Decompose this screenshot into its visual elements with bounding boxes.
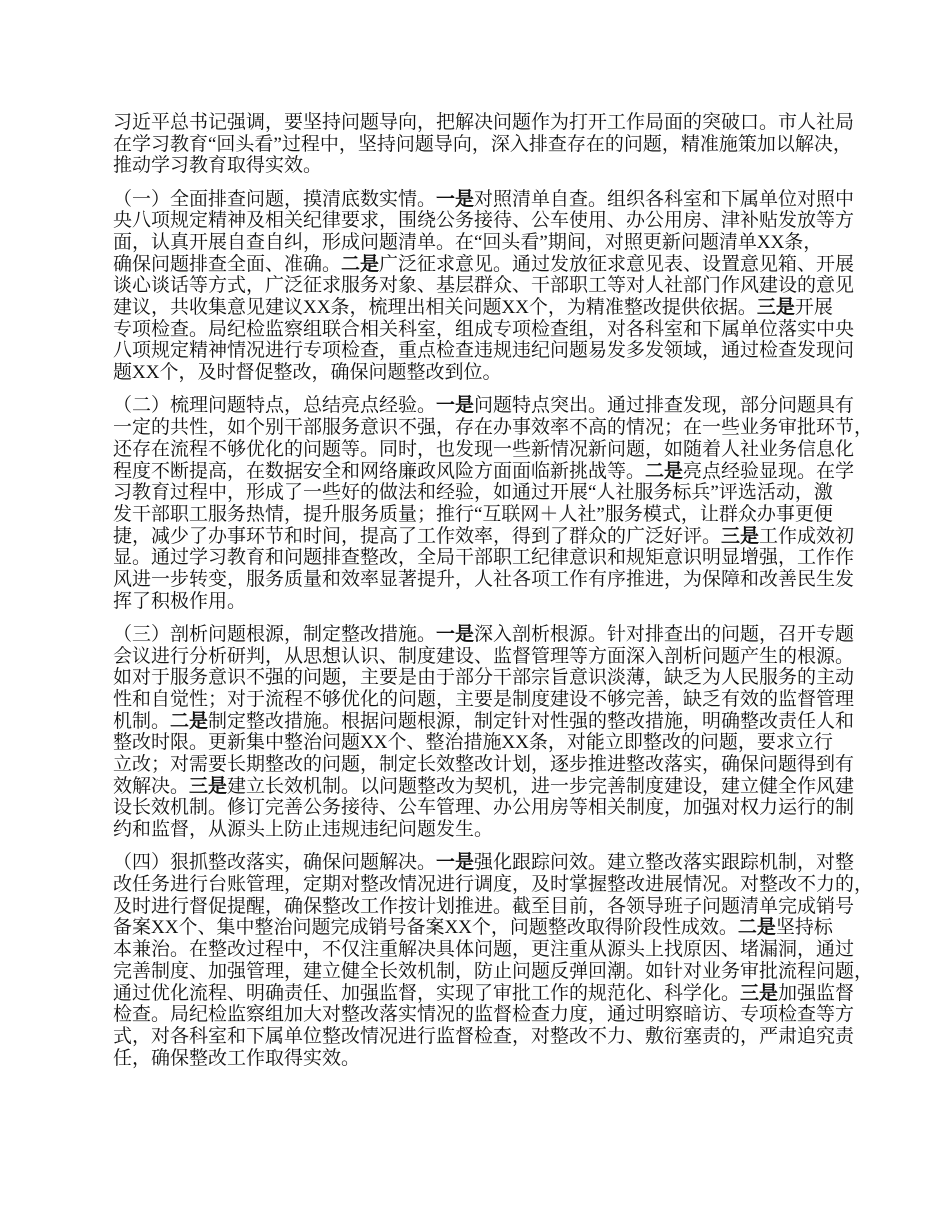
- text-segment: 任，确保整改工作取得实效。: [113, 1047, 361, 1069]
- text-line: [113, 667, 873, 689]
- text-line: [113, 732, 873, 754]
- text-line: [113, 319, 873, 341]
- text-line: [113, 504, 873, 526]
- text-line: [113, 624, 873, 646]
- bold-keyword: 二是: [645, 460, 684, 482]
- text-line: [113, 155, 873, 177]
- text-segment: 挥了积极作用。: [113, 590, 247, 612]
- text-segment: 亮点经验显现。在学: [683, 460, 855, 482]
- text-segment: 还存在流程不够优化的问题等。同时，也发现一些新情况新问题，如随着人社业务信息化: [113, 438, 855, 460]
- text-line: [113, 189, 873, 211]
- text-segment: 捷，减少了办事环节和时间，提高了工作效率，得到了群众的广泛好评。: [113, 525, 722, 547]
- text-segment: 工作成效初: [759, 525, 855, 547]
- text-segment: 约和监督，从源头上防止违规违纪问题发生。: [113, 819, 494, 841]
- bold-keyword: 三是: [740, 982, 779, 1004]
- bold-keyword: 三是: [189, 775, 228, 797]
- bold-keyword: 三是: [721, 525, 760, 547]
- text-segment: 制定整改措施。根据问题根源，制定针对性强的整改措施，明确整改责任人和: [208, 710, 855, 732]
- text-line: [113, 395, 873, 417]
- text-segment: 性和自觉性；对于流程不够优化的问题，主要是制度建设不够完善，缺乏有效的监督管理: [113, 688, 855, 710]
- text-segment: 确保问题排查全面、准确。: [113, 253, 342, 275]
- text-line: [113, 1004, 873, 1026]
- text-line: [113, 852, 873, 874]
- text-line: [113, 591, 873, 613]
- text-line: [113, 689, 873, 711]
- text-line: [113, 362, 873, 384]
- text-line: [113, 983, 873, 1005]
- text-segment: 通过优化流程、明确责任、加强监督，实现了审批工作的规范化、科学化。: [113, 982, 741, 1004]
- text-segment: 本兼治。在整改过程中，不仅注重解决具体问题，更注重从源头上找原因、堵漏洞，通过: [113, 939, 855, 961]
- text-line: [113, 461, 873, 483]
- text-line: [113, 340, 873, 362]
- text-line: [113, 254, 873, 276]
- text-segment: 建立长效机制。以问题整改为契机，进一步完善制度建设，建立健全作风建: [227, 775, 855, 797]
- text-segment: 一定的共性，如个别干部服务意识不强，存在办事效率不高的情况；在一些业务审批环节，: [113, 417, 874, 439]
- text-segment: 发干部职工服务热情，提升服务质量；推行“互联网＋人社”服务模式，让群众办事更便: [113, 503, 833, 525]
- text-segment: 专项检查。局纪检监察组联合相关科室，组成专项检查组，对各科室和下属单位落实中央: [113, 318, 855, 340]
- text-line: [113, 210, 873, 232]
- bold-keyword: 三是: [756, 297, 795, 319]
- text-segment: 加强监督: [778, 982, 855, 1004]
- text-line: [113, 482, 873, 504]
- text-segment: 检查。局纪检监察组加大对整改落实情况的监督检查力度，通过明察暗访、专项检查等方: [113, 1004, 855, 1026]
- text-line: [113, 819, 873, 841]
- bold-keyword: 二是: [737, 917, 776, 939]
- text-segment: 开展: [794, 297, 833, 319]
- text-line: [113, 776, 873, 798]
- text-segment: 程度不断提高，在数据安全和网络廉政风险方面面临新挑战等。: [113, 460, 646, 482]
- text-line: [113, 232, 873, 254]
- text-line: [113, 961, 873, 983]
- text-line: [113, 646, 873, 668]
- bold-keyword: 一是: [436, 852, 475, 874]
- text-line: [113, 526, 873, 548]
- text-segment: 会议进行分析研判，从思想认识、制度建设、监督管理等方面深入剖析问题产生的根源。: [113, 645, 855, 667]
- text-line: [113, 797, 873, 819]
- text-line: [113, 1026, 873, 1048]
- text-line: [113, 275, 873, 297]
- text-line: [113, 134, 873, 156]
- paragraph: [113, 189, 873, 384]
- text-line: [113, 417, 873, 439]
- text-line: [113, 939, 873, 961]
- text-segment: （二）梳理问题特点，总结亮点经验。: [113, 395, 437, 417]
- text-segment: 央八项规定精神及相关纪律要求，围绕公务接待、公车使用、办公用房、津补贴发放等方: [113, 210, 855, 232]
- text-segment: 式，对各科室和下属单位整改情况进行监督检查，对整改不力、敷衍塞责的，严肃追究责: [113, 1025, 855, 1047]
- text-segment: （一）全面排查问题，摸清底数实情。: [113, 188, 437, 210]
- text-segment: 题XX个，及时督促整改，确保问题整改到位。: [113, 362, 502, 384]
- paragraph: [113, 852, 873, 1069]
- text-segment: 改任务进行台账管理，定期对整改情况进行调度，及时掌握整改进展情况。对整改不力的，: [113, 874, 874, 896]
- text-segment: 强化跟踪问效。建立整改落实跟踪机制，对整: [474, 852, 855, 874]
- text-segment: 坚持标: [775, 917, 833, 939]
- bold-keyword: 一是: [436, 395, 475, 417]
- text-segment: 八项规定精神情况进行专项检查，重点检查违规违纪问题易发多发领域，通过检查发现问: [113, 340, 855, 362]
- text-segment: 推动学习教育取得实效。: [113, 155, 323, 177]
- text-segment: 风进一步转变，服务质量和效率显著提升，人社各项工作有序推进，为保障和改善民生发: [113, 568, 855, 590]
- text-segment: 设长效机制。修订完善公务接待、公车管理、办公用房等相关制度，加强对权力运行的制: [113, 797, 855, 819]
- text-segment: 整改时限。更新集中整治问题XX个、整治措施XX条，对能立即整改的问题，要求立行: [113, 732, 833, 754]
- text-line: [113, 547, 873, 569]
- text-segment: （四）狠抓整改落实，确保问题解决。: [113, 852, 437, 874]
- text-segment: 习近平总书记强调，要坚持问题导向，把解决问题作为打开工作局面的突破口。市人社局: [113, 112, 855, 133]
- text-line: [113, 297, 873, 319]
- text-line: [113, 439, 873, 461]
- text-segment: （三）剖析问题根源，制定整改措施。: [113, 623, 437, 645]
- text-segment: 建议，共收集意见建议XX条，梳理出相关问题XX个，为精准整改提供依据。: [113, 297, 757, 319]
- text-segment: 深入剖析根源。针对排查出的问题，召开专题: [474, 623, 855, 645]
- text-segment: 问题特点突出。通过排查发现，部分问题具有: [474, 395, 855, 417]
- text-segment: 对照清单自查。组织各科室和下属单位对照中: [474, 188, 855, 210]
- text-segment: 显。通过学习教育和问题排查整改，全局干部职工纪律意识和规矩意识明显增强，工作作: [113, 547, 855, 569]
- text-line: [113, 917, 873, 939]
- bold-keyword: 二是: [341, 253, 380, 275]
- text-segment: 机制。: [113, 710, 171, 732]
- text-line: [113, 569, 873, 591]
- text-segment: 习教育过程中，形成了一些好的做法和经验，如通过开展“人社服务标兵”评选活动，激: [113, 482, 833, 504]
- paragraph: [113, 112, 873, 177]
- text-line: [113, 896, 873, 918]
- paragraph: [113, 395, 873, 612]
- bold-keyword: 一是: [436, 623, 475, 645]
- text-segment: 及时进行督促提醒，确保整改工作按计划推进。截至目前，各领导班子问题清单完成销号: [113, 895, 855, 917]
- text-segment: 面，认真开展自查自纠，形成问题清单。在“回头看”期间，对照更新问题清单XX条，: [113, 232, 823, 254]
- text-segment: 备案XX个、集中整治问题完成销号备案XX个，问题整改取得阶段性成效。: [113, 917, 738, 939]
- text-segment: 完善制度、加强管理，建立健全长效机制，防止问题反弹回潮。如针对业务审批流程问题，: [113, 960, 874, 982]
- bold-keyword: 一是: [436, 188, 475, 210]
- text-line: [113, 1048, 873, 1070]
- document-body: [113, 112, 873, 1081]
- text-line: [113, 112, 873, 134]
- text-segment: 如对于服务意识不强的问题，主要是由于部分干部宗旨意识淡薄，缺乏为人民服务的主动: [113, 667, 855, 689]
- bold-keyword: 二是: [170, 710, 209, 732]
- text-segment: 谈心谈话等方式，广泛征求服务对象、基层群众、干部职工等对人社部门作风建设的意见: [113, 275, 855, 297]
- text-line: [113, 711, 873, 733]
- text-segment: 在学习教育“回头看”过程中，坚持问题导向，深入排查存在的问题，精准施策加以解决，: [113, 133, 852, 155]
- paragraph: [113, 624, 873, 841]
- text-line: [113, 874, 873, 896]
- text-line: [113, 754, 873, 776]
- text-segment: 立改；对需要长期整改的问题，制定长效整改计划，逐步推进整改落实，确保问题得到有: [113, 754, 855, 776]
- text-segment: 广泛征求意见。通过发放征求意见表、设置意见箱、开展: [379, 253, 855, 275]
- text-segment: 效解决。: [113, 775, 190, 797]
